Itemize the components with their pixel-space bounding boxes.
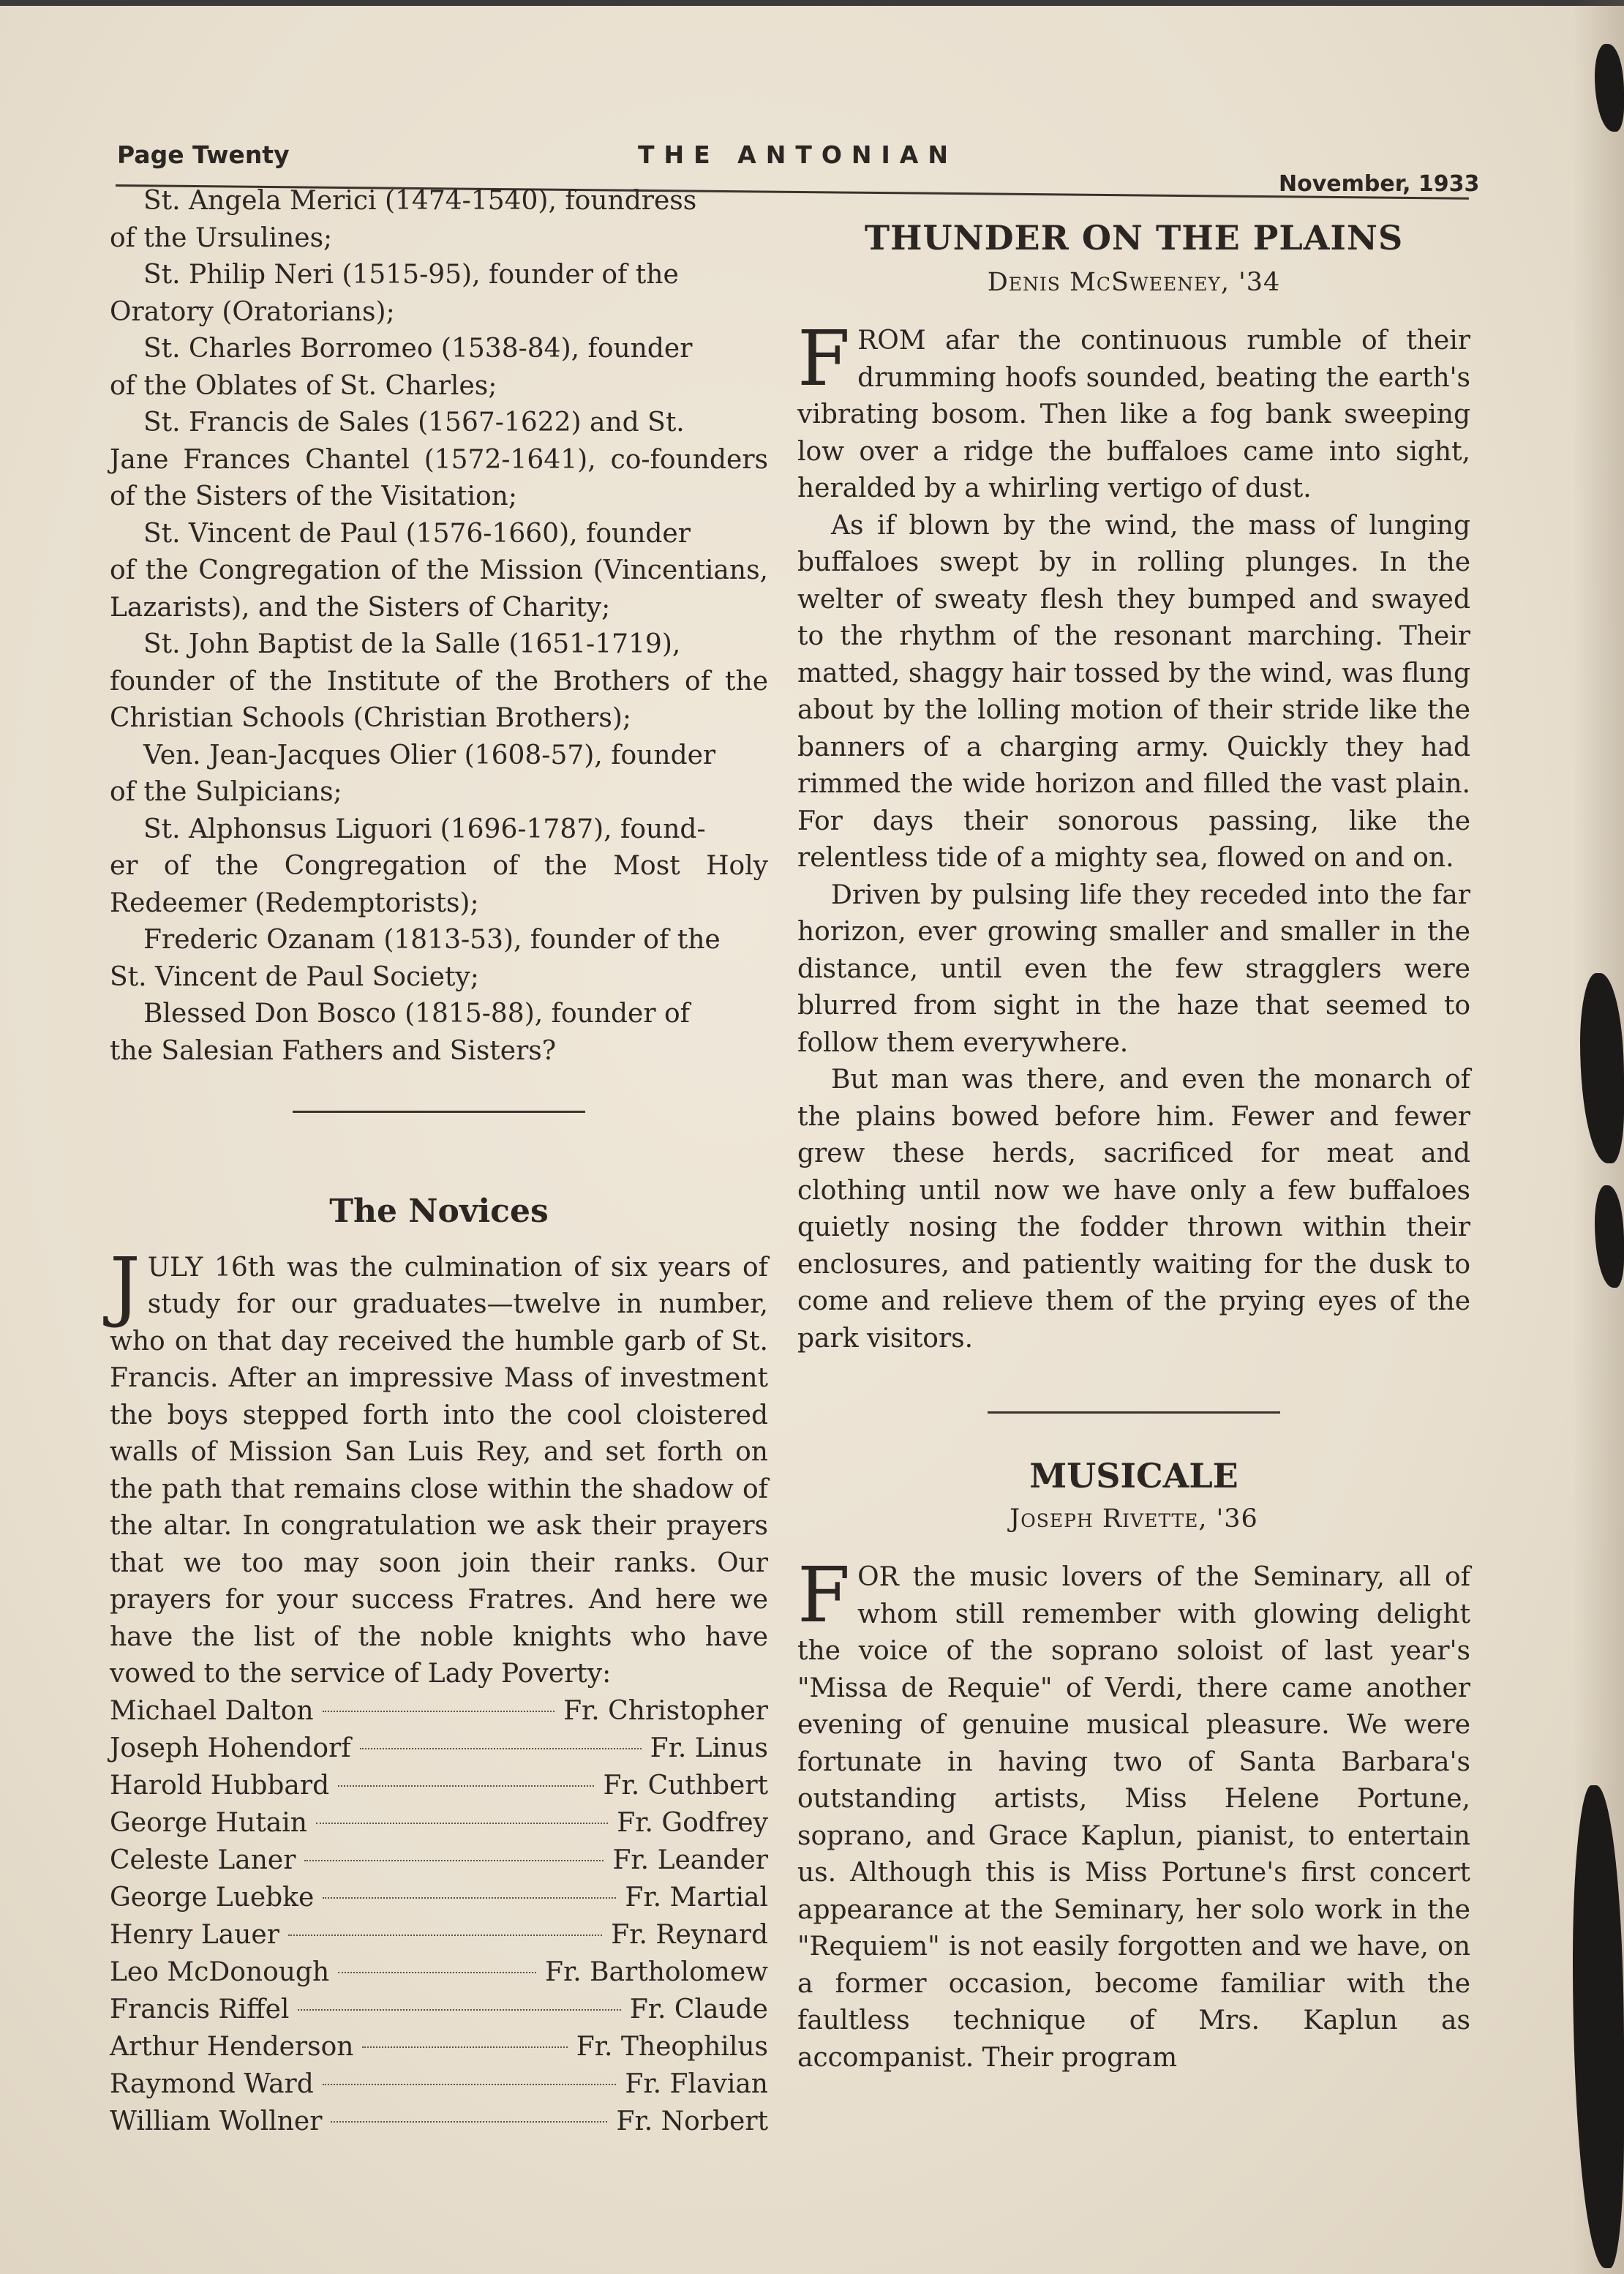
saint-entry-lead: St. Angela Merici (1474-1540), foundress	[143, 186, 697, 216]
religious-name: Fr. Linus	[650, 1733, 768, 1763]
dot-leader	[338, 1785, 594, 1787]
saints-list	[110, 183, 768, 1070]
saint-entry-rest: of the Oblates of St. Charles;	[110, 370, 497, 401]
saint-entry	[110, 183, 768, 257]
religious-name: Fr. Bartholomew	[544, 1956, 768, 1987]
dot-leader	[323, 2084, 617, 2085]
saint-entry	[110, 405, 768, 516]
saint-entry-rest: founder of the Institute of the Brothers of the Christian Schools (Christian Brothers);	[110, 666, 768, 733]
saint-entry	[110, 996, 768, 1070]
novice-name: George Luebke	[110, 1882, 315, 1913]
saint-entry-rest: of the Ursulines;	[110, 222, 333, 253]
novice-name: Francis Riffel	[110, 1994, 290, 2025]
novices-body-text: ULY 16th was the culmination of six years of study for our graduates—twelve in number, who on that day received the humble garb of St. Francis. After an impressive Mass of investment the boys stepped forth into the cool cloistered walls of Mission San Luis Rey, and set forth on the path that remains close within the shadow of the altar. In congratulation we ask their prayers that we too may soon join their ranks. Our prayers for your success Fratres. And here we have the list of the noble knights who have vowed to the service of Lady Poverty:	[110, 1252, 768, 1689]
religious-name: Fr. Godfrey	[617, 1807, 768, 1838]
saint-entry-rest: er of the Congregation of the Most Holy Redeemer (Redemptorists);	[110, 851, 768, 918]
thunder-dropcap: F	[797, 314, 851, 403]
religious-name: Fr. Christopher	[563, 1695, 768, 1726]
saint-entry	[110, 626, 768, 738]
dot-leader	[316, 1823, 608, 1824]
dot-leader	[304, 1860, 604, 1861]
saint-entry-rest: of the Congregation of the Mission (Vincentians, Lazarists), and the Sisters of Charity;	[110, 555, 768, 623]
section-divider	[988, 1411, 1280, 1414]
thunder-p1-text: ROM afar the continuous rumble of their drumming hoofs sounded, beating the earth's vibrating bosom. Then like a fog bank sweeping low over a ridge the buffaloes came into sight, heralded by a whirling vertigo of dust.	[797, 326, 1470, 503]
novice-row	[110, 1842, 768, 1880]
religious-name: Fr. Theophilus	[576, 2031, 768, 2062]
saint-entry-lead: St. Philip Neri (1515-95), founder of the	[143, 260, 679, 290]
novices-dropcap: J	[110, 1240, 140, 1330]
saint-entry-lead: St. Charles Borromeo (1538-84), founder	[143, 334, 693, 364]
page-number-label: Page Twenty	[117, 140, 290, 169]
novices-name-list	[110, 1693, 768, 2141]
dot-leader	[323, 1897, 616, 1899]
saint-entry-rest: of the Sulpicians;	[110, 777, 342, 807]
saint-entry-lead: St. Francis de Sales (1567-1622) and St.	[143, 408, 685, 438]
section-divider	[293, 1111, 585, 1113]
saint-entry	[110, 738, 768, 811]
saint-entry-rest: St. Vincent de Paul Society;	[110, 961, 479, 992]
dot-leader	[360, 1748, 642, 1749]
dot-leader	[338, 1972, 536, 1973]
saint-entry	[110, 922, 768, 996]
religious-name: Fr. Reynard	[611, 1919, 768, 1950]
musicale-body-text: OR the music lovers of the Seminary, all of whom still remember with glowing delight the voice of the soprano soloist of last year's "Missa de Requie" of Verdi, there came another evening of genuine musical pleasure. We were fortunate in having two of Santa Barbara's outstanding artists, Miss Helene Portune, soprano, and Grace Kaplun, pianist, to entertain us. Although this is Miss Portune's first concert appearance at the Seminary, her solo work in the "Requiem" is not easily forgotten and we have, on a former occasion, become familiar with the faultless technique of Mrs. Kaplun as accompanist. Their program	[797, 1562, 1470, 2073]
religious-name: Fr. Martial	[625, 1882, 768, 1913]
dot-leader	[323, 1711, 555, 1712]
scan-top-edge	[0, 0, 1624, 6]
musicale-title: MUSICALE	[1029, 1456, 1238, 1496]
novice-row	[110, 1954, 768, 1992]
dot-leader	[331, 2121, 607, 2123]
left-column	[110, 183, 768, 2141]
thunder-paragraph-3: Driven by pulsing life they receded into the far horizon, ever growing smaller and smaller in the distance, until even the few stragglers were blurred from sight in the haze that seemed to follow them everywhere.	[797, 879, 1470, 1058]
religious-name: Fr. Norbert	[616, 2106, 768, 2136]
thunder-paragraph-4: But man was there, and even the monarch of the plains bowed before him. Fewer and fewer grew these herds, sacrificed for meat and clothing until now we have only a few buffaloes quietly nosing the fodder thrown within their enclosures, and patiently waiting for the dusk to come and relieve them of the prying eyes of the park visitors.	[797, 1065, 1470, 1354]
religious-name: Fr. Claude	[629, 1994, 768, 2025]
novice-name: Joseph Hohendorf	[110, 1733, 351, 1763]
novice-row	[110, 2029, 768, 2066]
novice-row	[110, 1693, 768, 1730]
saint-entry-lead: St. John Baptist de la Salle (1651-1719),	[143, 629, 681, 659]
saint-entry-rest: the Salesian Fathers and Sisters?	[110, 1035, 557, 1066]
saint-entry	[110, 257, 768, 331]
novice-name: William Wollner	[110, 2106, 323, 2136]
thunder-title: THUNDER ON THE PLAINS	[864, 218, 1404, 258]
religious-name: Fr. Cuthbert	[603, 1770, 768, 1801]
novice-name: Harold Hubbard	[110, 1770, 330, 1801]
novice-row	[110, 1917, 768, 1954]
novice-row	[110, 1730, 768, 1768]
novice-row	[110, 1768, 768, 1805]
dot-leader	[298, 2009, 620, 2011]
novice-name: Celeste Laner	[110, 1845, 296, 1875]
novices-body	[110, 1240, 768, 1693]
musicale-byline: Joseph Rivette, '36	[1010, 1504, 1258, 1534]
dot-leader	[288, 1935, 602, 1936]
saint-entry-lead: St. Alphonsus Liguori (1696-1787), found-	[143, 814, 706, 844]
novice-name: Arthur Henderson	[110, 2031, 354, 2062]
musicale-body	[797, 1550, 1470, 2076]
saint-entry-lead: Blessed Don Bosco (1815-88), founder of	[143, 999, 690, 1029]
thunder-paragraph-1	[797, 314, 1470, 508]
novice-row	[110, 2066, 768, 2104]
saint-entry-lead: Ven. Jean-Jacques Olier (1608-57), founder	[143, 740, 716, 770]
novice-row	[110, 1992, 768, 2029]
right-column	[797, 219, 1470, 2076]
saint-entry-rest: Jane Frances Chantel (1572-1641), co-founders of the Sisters of the Visitation;	[110, 444, 768, 511]
novice-name: Michael Dalton	[110, 1695, 314, 1726]
novice-row	[110, 1805, 768, 1842]
novices-title: The Novices	[329, 1193, 549, 1230]
thunder-byline: Denis McSweeney, '34	[987, 267, 1281, 297]
thunder-paragraph-2: As if blown by the wind, the mass of lunging buffaloes swept by in rolling plunges. In the welter of sweaty flesh they bumped and swayed to the rhythm of the resonant marching. Their matted, shaggy hair tossed by the wind, was flung about by the lolling motion of their stride like the banners of a charging army. Quickly they had rimmed the wide horizon and filled the vast plain. For days their sonorous passing, like the relentless tide of a mighty sea, flowed on and on.	[797, 510, 1470, 873]
saint-entry	[110, 331, 768, 405]
musicale-dropcap: F	[797, 1550, 851, 1640]
novice-name: Raymond Ward	[110, 2068, 314, 2099]
novice-row	[110, 1880, 768, 1917]
novice-name: Henry Lauer	[110, 1919, 279, 1950]
novice-name: Leo McDonough	[110, 1956, 330, 1987]
religious-name: Fr. Leander	[612, 1845, 768, 1875]
dot-leader	[362, 2046, 567, 2048]
saint-entry	[110, 516, 768, 627]
publication-title: THE ANTONIAN	[638, 140, 958, 169]
saint-entry-lead: St. Vincent de Paul (1576-1660), founder	[143, 518, 691, 549]
issue-date: November, 1933	[1279, 171, 1480, 197]
saint-entry-lead: Frederic Ozanam (1813-53), founder of the	[143, 925, 721, 955]
novice-row	[110, 2104, 768, 2141]
religious-name: Fr. Flavian	[625, 2068, 768, 2099]
saint-entry	[110, 811, 768, 923]
novice-name: George Hutain	[110, 1807, 307, 1838]
saint-entry-rest: Oratory (Oratorians);	[110, 296, 395, 327]
